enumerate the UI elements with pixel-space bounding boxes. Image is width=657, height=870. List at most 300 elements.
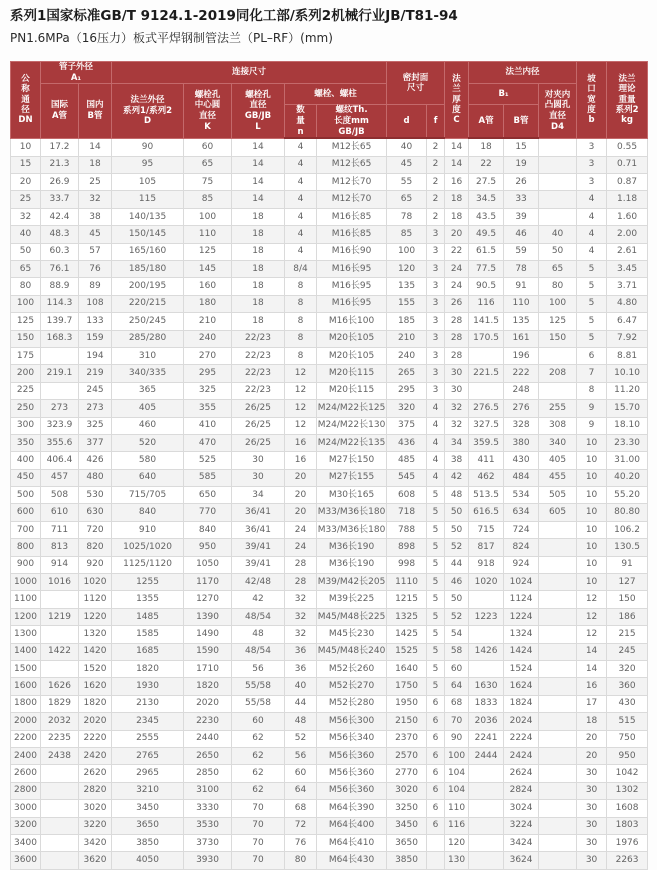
- table-cell: 58: [445, 643, 469, 660]
- table-cell: 26.9: [41, 174, 79, 191]
- table-cell: 39: [504, 208, 539, 225]
- table-cell: 1626: [41, 678, 79, 695]
- table-cell: 1124: [504, 591, 539, 608]
- table-cell: 3: [427, 365, 445, 382]
- table-cell: 38: [445, 452, 469, 469]
- table-cell: 196: [504, 347, 539, 364]
- table-cell: 1824: [504, 695, 539, 712]
- table-cell: 2: [427, 191, 445, 208]
- table-cell: 60: [445, 660, 469, 677]
- table-cell: 34.5: [469, 191, 504, 208]
- table-cell: 520: [112, 434, 184, 451]
- table-cell: 250/245: [112, 313, 184, 330]
- table-cell: 219: [79, 365, 112, 382]
- table-cell: 60: [285, 765, 317, 782]
- table-cell: 21.3: [41, 156, 79, 173]
- table-cell: 31.00: [607, 452, 648, 469]
- table-cell: 608: [387, 487, 427, 504]
- table-cell: 3330: [184, 800, 232, 817]
- table-cell: M16长95: [317, 261, 387, 278]
- table-cell: 18: [232, 226, 285, 243]
- table-cell: 4: [427, 417, 445, 434]
- table-cell: 45: [387, 156, 427, 173]
- col-header-qty: 数 量 n: [285, 105, 317, 138]
- table-cell: 1685: [112, 643, 184, 660]
- table-cell: 8: [577, 382, 607, 399]
- table-cell: 36/41: [232, 521, 285, 538]
- table-cell: 724: [504, 521, 539, 538]
- table-cell: 105: [112, 174, 184, 191]
- table-cell: M64长430: [317, 852, 387, 869]
- table-cell: 10: [577, 539, 607, 556]
- table-cell: 215: [607, 626, 648, 643]
- table-cell: 4: [427, 434, 445, 451]
- table-cell: 70: [232, 817, 285, 834]
- table-cell: 898: [387, 539, 427, 556]
- table-cell: 60: [184, 138, 232, 156]
- table-cell: M27长150: [317, 452, 387, 469]
- table-cell: 2024: [504, 713, 539, 730]
- table-cell: 18: [232, 278, 285, 295]
- table-cell: 17: [577, 695, 607, 712]
- table-cell: 340/335: [112, 365, 184, 382]
- table-cell: 36/41: [232, 504, 285, 521]
- table-cell: M56长360: [317, 765, 387, 782]
- table-cell: 114.3: [41, 295, 79, 312]
- table-cell: M64长400: [317, 817, 387, 834]
- table-cell: 78: [504, 261, 539, 278]
- table-cell: [41, 626, 79, 643]
- table-cell: 2224: [504, 730, 539, 747]
- table-cell: 360: [607, 678, 648, 695]
- table-cell: 14: [577, 643, 607, 660]
- table-cell: 65: [11, 261, 41, 278]
- table-row: [11, 678, 648, 695]
- table-cell: 110: [445, 800, 469, 817]
- col-header-d4: 对夹内 凸圆孔 直径 D4: [539, 84, 577, 138]
- table-cell: 2: [427, 208, 445, 225]
- table-cell: 3: [427, 261, 445, 278]
- table-cell: 1422: [41, 643, 79, 660]
- table-cell: 910: [112, 521, 184, 538]
- table-cell: 1.60: [607, 208, 648, 225]
- table-cell: 410: [184, 417, 232, 434]
- table-row: [11, 730, 648, 747]
- table-cell: 240: [184, 330, 232, 347]
- table-cell: 4: [427, 452, 445, 469]
- table-cell: 4: [285, 191, 317, 208]
- table-cell: [469, 765, 504, 782]
- table-cell: 88.9: [41, 278, 79, 295]
- table-cell: 106.2: [607, 521, 648, 538]
- table-cell: 46: [504, 226, 539, 243]
- table-row: [11, 174, 648, 191]
- table-cell: [539, 765, 577, 782]
- table-cell: 28: [285, 574, 317, 591]
- table-row: [11, 539, 648, 556]
- table-cell: 359.5: [469, 434, 504, 451]
- table-cell: 127: [607, 574, 648, 591]
- table-cell: [539, 138, 577, 156]
- table-cell: 44: [285, 695, 317, 712]
- table-cell: 48/54: [232, 608, 285, 625]
- table-cell: M56长360: [317, 782, 387, 799]
- table-cell: 50: [11, 243, 41, 260]
- table-cell: 3600: [11, 852, 41, 869]
- table-cell: 1820: [112, 660, 184, 677]
- table-cell: 4: [577, 208, 607, 225]
- table-cell: 1500: [11, 660, 41, 677]
- table-cell: 76: [285, 834, 317, 851]
- table-cell: 10: [577, 452, 607, 469]
- table-cell: 64: [285, 782, 317, 799]
- table-cell: M24/M22长130: [317, 417, 387, 434]
- table-cell: M20长105: [317, 347, 387, 364]
- table-cell: 715/705: [112, 487, 184, 504]
- table-cell: 18: [445, 208, 469, 225]
- table-cell: 308: [539, 417, 577, 434]
- table-cell: 430: [607, 695, 648, 712]
- table-cell: 200: [11, 365, 41, 382]
- table-cell: 4: [427, 400, 445, 417]
- table-cell: 950: [184, 539, 232, 556]
- table-cell: 70: [232, 834, 285, 851]
- table-cell: 26/25: [232, 400, 285, 417]
- table-cell: 327.5: [469, 417, 504, 434]
- table-cell: M20长115: [317, 382, 387, 399]
- table-cell: 485: [387, 452, 427, 469]
- table-cell: 30: [232, 469, 285, 486]
- table-row: [11, 521, 648, 538]
- table-cell: 12: [285, 400, 317, 417]
- table-cell: 5: [427, 521, 445, 538]
- table-cell: 7.92: [607, 330, 648, 347]
- table-row: [11, 452, 648, 469]
- table-cell: 55/58: [232, 695, 285, 712]
- table-row: [11, 330, 648, 347]
- table-cell: [539, 539, 577, 556]
- table-cell: 2263: [607, 852, 648, 869]
- table-cell: 200/195: [112, 278, 184, 295]
- table-cell: 534: [504, 487, 539, 504]
- table-cell: 2440: [184, 730, 232, 747]
- table-row: [11, 295, 648, 312]
- table-cell: 10: [11, 138, 41, 156]
- table-cell: 3000: [11, 800, 41, 817]
- col-header-seal-face: 密封面 尺寸: [387, 62, 445, 105]
- table-cell: 325: [184, 382, 232, 399]
- table-cell: 3100: [184, 782, 232, 799]
- table-cell: [539, 608, 577, 625]
- table-row: [11, 782, 648, 799]
- table-cell: 3450: [387, 817, 427, 834]
- table-cell: 350: [11, 434, 41, 451]
- table-cell: 508: [41, 487, 79, 504]
- table-cell: 3: [427, 295, 445, 312]
- table-row: [11, 313, 648, 330]
- table-cell: 186: [607, 608, 648, 625]
- table-cell: 100: [387, 243, 427, 260]
- table-cell: 26/25: [232, 434, 285, 451]
- table-cell: 2235: [41, 730, 79, 747]
- table-row: [11, 817, 648, 834]
- table-cell: 998: [387, 556, 427, 573]
- table-cell: 630: [79, 504, 112, 521]
- table-cell: 1585: [112, 626, 184, 643]
- table-cell: 14: [232, 174, 285, 191]
- table-row: [11, 591, 648, 608]
- table-cell: 3224: [504, 817, 539, 834]
- table-cell: 1426: [469, 643, 504, 660]
- table-cell: 40: [11, 226, 41, 243]
- table-cell: 175: [11, 347, 41, 364]
- table-cell: 6.47: [607, 313, 648, 330]
- table-cell: 28: [285, 556, 317, 573]
- table-cell: M36长190: [317, 556, 387, 573]
- table-row: [11, 400, 648, 417]
- table-row: [11, 278, 648, 295]
- table-cell: 52: [445, 539, 469, 556]
- table-cell: 500: [11, 487, 41, 504]
- table-cell: [539, 643, 577, 660]
- table-cell: 1525: [387, 643, 427, 660]
- table-cell: 10: [577, 521, 607, 538]
- table-cell: [539, 208, 577, 225]
- table-cell: 90: [112, 138, 184, 156]
- table-cell: 22: [445, 243, 469, 260]
- table-cell: 1170: [184, 574, 232, 591]
- table-cell: M16长85: [317, 226, 387, 243]
- table-cell: [539, 730, 577, 747]
- table-cell: [41, 817, 79, 834]
- table-cell: 1320: [79, 626, 112, 643]
- table-cell: 3730: [184, 834, 232, 851]
- table-cell: 1524: [504, 660, 539, 677]
- table-cell: 462: [469, 469, 504, 486]
- table-cell: 62: [232, 782, 285, 799]
- table-cell: 8: [285, 278, 317, 295]
- table-cell: 6: [427, 765, 445, 782]
- table-cell: 3620: [79, 852, 112, 869]
- table-cell: 155: [387, 295, 427, 312]
- table-cell: 245: [79, 382, 112, 399]
- table-cell: 15: [11, 156, 41, 173]
- table-cell: [539, 556, 577, 573]
- table-cell: 455: [539, 469, 577, 486]
- table-cell: 5: [427, 574, 445, 591]
- table-cell: 76: [79, 261, 112, 278]
- table-cell: 150: [607, 591, 648, 608]
- table-cell: 80: [285, 852, 317, 869]
- table-cell: 8: [285, 330, 317, 347]
- table-cell: 2420: [79, 747, 112, 764]
- table-cell: 1803: [607, 817, 648, 834]
- table-cell: 150: [539, 330, 577, 347]
- table-cell: 145: [184, 261, 232, 278]
- table-cell: 820: [79, 539, 112, 556]
- table-cell: 3020: [387, 782, 427, 799]
- table-cell: 22/23: [232, 365, 285, 382]
- table-cell: 1630: [469, 678, 504, 695]
- table-cell: 3220: [79, 817, 112, 834]
- table-cell: 14: [577, 660, 607, 677]
- table-cell: 1300: [11, 626, 41, 643]
- table-cell: 14: [232, 138, 285, 156]
- table-cell: 3650: [387, 834, 427, 851]
- table-cell: 711: [41, 521, 79, 538]
- table-cell: 248: [504, 382, 539, 399]
- table-cell: 2650: [184, 747, 232, 764]
- table-cell: 24: [445, 278, 469, 295]
- table-cell: 720: [79, 521, 112, 538]
- table-cell: 406.4: [41, 452, 79, 469]
- table-cell: 411: [469, 452, 504, 469]
- col-header-bolts: 螺栓、螺柱: [285, 84, 387, 105]
- table-cell: [539, 678, 577, 695]
- table-cell: 4: [427, 469, 445, 486]
- table-cell: M16长95: [317, 278, 387, 295]
- table-cell: 170.5: [469, 330, 504, 347]
- table-cell: 3850: [387, 852, 427, 869]
- table-cell: 28: [445, 313, 469, 330]
- table-cell: 18: [469, 138, 504, 156]
- table-cell: 426: [79, 452, 112, 469]
- table-row: [11, 469, 648, 486]
- table-cell: 1050: [184, 556, 232, 573]
- col-header-bolt-circle: 螺栓孔 中心圆 直径 K: [184, 84, 232, 138]
- table-cell: 60.3: [41, 243, 79, 260]
- table-cell: 1025/1020: [112, 539, 184, 556]
- table-row: [11, 574, 648, 591]
- table-cell: 4: [285, 243, 317, 260]
- table-cell: 914: [41, 556, 79, 573]
- table-cell: 36: [285, 660, 317, 677]
- col-header-b1: B₁: [469, 84, 539, 105]
- table-cell: 3: [427, 382, 445, 399]
- table-cell: 1600: [11, 678, 41, 695]
- table-cell: 130: [445, 852, 469, 869]
- table-cell: 3: [577, 156, 607, 173]
- table-cell: 14: [79, 138, 112, 156]
- table-cell: M45/M48长240: [317, 643, 387, 660]
- table-cell: 3530: [184, 817, 232, 834]
- col-header-weight: 法兰 理论 重量 系列2 kg: [607, 62, 648, 139]
- col-header-thread: 螺纹Th. 长度mm GB/JB: [317, 105, 387, 138]
- table-cell: 3: [427, 330, 445, 347]
- table-cell: 295: [387, 382, 427, 399]
- table-cell: 457: [41, 469, 79, 486]
- table-cell: 580: [112, 452, 184, 469]
- table-cell: 2624: [504, 765, 539, 782]
- table-row: [11, 504, 648, 521]
- table-cell: 60: [232, 713, 285, 730]
- table-cell: 165/160: [112, 243, 184, 260]
- table-cell: 32: [79, 191, 112, 208]
- table-cell: 3650: [112, 817, 184, 834]
- table-cell: 2241: [469, 730, 504, 747]
- table-cell: 43.5: [469, 208, 504, 225]
- table-cell: [41, 382, 79, 399]
- table-cell: 0.55: [607, 138, 648, 156]
- table-cell: 12: [285, 365, 317, 382]
- table-cell: 116: [445, 817, 469, 834]
- table-cell: 1833: [469, 695, 504, 712]
- table-cell: 28: [445, 347, 469, 364]
- table-cell: 4: [577, 243, 607, 260]
- table-row: [11, 434, 648, 451]
- table-cell: 450: [11, 469, 41, 486]
- table-cell: 5: [577, 295, 607, 312]
- table-cell: 10: [577, 574, 607, 591]
- table-cell: 26: [445, 295, 469, 312]
- table-cell: 14: [232, 191, 285, 208]
- table-cell: 840: [112, 504, 184, 521]
- table-cell: 38: [79, 208, 112, 225]
- table-cell: 54: [445, 626, 469, 643]
- col-header-dn: 公 称 通 径 DN: [11, 62, 41, 139]
- table-cell: 3: [427, 226, 445, 243]
- table-cell: 295: [184, 365, 232, 382]
- table-cell: 150/145: [112, 226, 184, 243]
- table-cell: 100: [445, 747, 469, 764]
- table-cell: 470: [184, 434, 232, 451]
- table-cell: 30: [232, 452, 285, 469]
- table-cell: [539, 521, 577, 538]
- table-cell: 210: [387, 330, 427, 347]
- table-cell: M36长190: [317, 539, 387, 556]
- table-cell: 3250: [387, 800, 427, 817]
- table-cell: 85: [387, 226, 427, 243]
- table-cell: 1590: [184, 643, 232, 660]
- table-cell: 61.5: [469, 243, 504, 260]
- table-cell: 160: [184, 278, 232, 295]
- table-cell: 10.10: [607, 365, 648, 382]
- table-cell: 4: [577, 226, 607, 243]
- table-cell: 6: [427, 695, 445, 712]
- table-cell: M20长105: [317, 330, 387, 347]
- table-cell: 14: [445, 138, 469, 156]
- table-cell: 20: [11, 174, 41, 191]
- table-cell: 4050: [112, 852, 184, 869]
- table-row: [11, 417, 648, 434]
- table-cell: 1424: [504, 643, 539, 660]
- table-cell: 220/215: [112, 295, 184, 312]
- table-cell: 6: [427, 817, 445, 834]
- table-cell: [41, 347, 79, 364]
- table-cell: 5: [427, 678, 445, 695]
- table-cell: 2800: [11, 782, 41, 799]
- table-cell: 6: [427, 713, 445, 730]
- table-cell: 104: [445, 765, 469, 782]
- table-cell: 1800: [11, 695, 41, 712]
- table-cell: 3210: [112, 782, 184, 799]
- table-cell: 80: [539, 278, 577, 295]
- table-cell: 10: [577, 504, 607, 521]
- table-cell: 1215: [387, 591, 427, 608]
- table-cell: 8: [285, 313, 317, 330]
- col-header-thickness: 法 兰 厚 度 C: [445, 62, 469, 139]
- table-row: [11, 747, 648, 764]
- table-row: [11, 643, 648, 660]
- table-cell: 18: [232, 208, 285, 225]
- table-cell: 616.5: [469, 504, 504, 521]
- table-cell: 1355: [112, 591, 184, 608]
- table-cell: 2824: [504, 782, 539, 799]
- table-cell: 3: [427, 347, 445, 364]
- table-cell: 24: [445, 261, 469, 278]
- table-cell: 34: [445, 434, 469, 451]
- table-cell: 72: [285, 817, 317, 834]
